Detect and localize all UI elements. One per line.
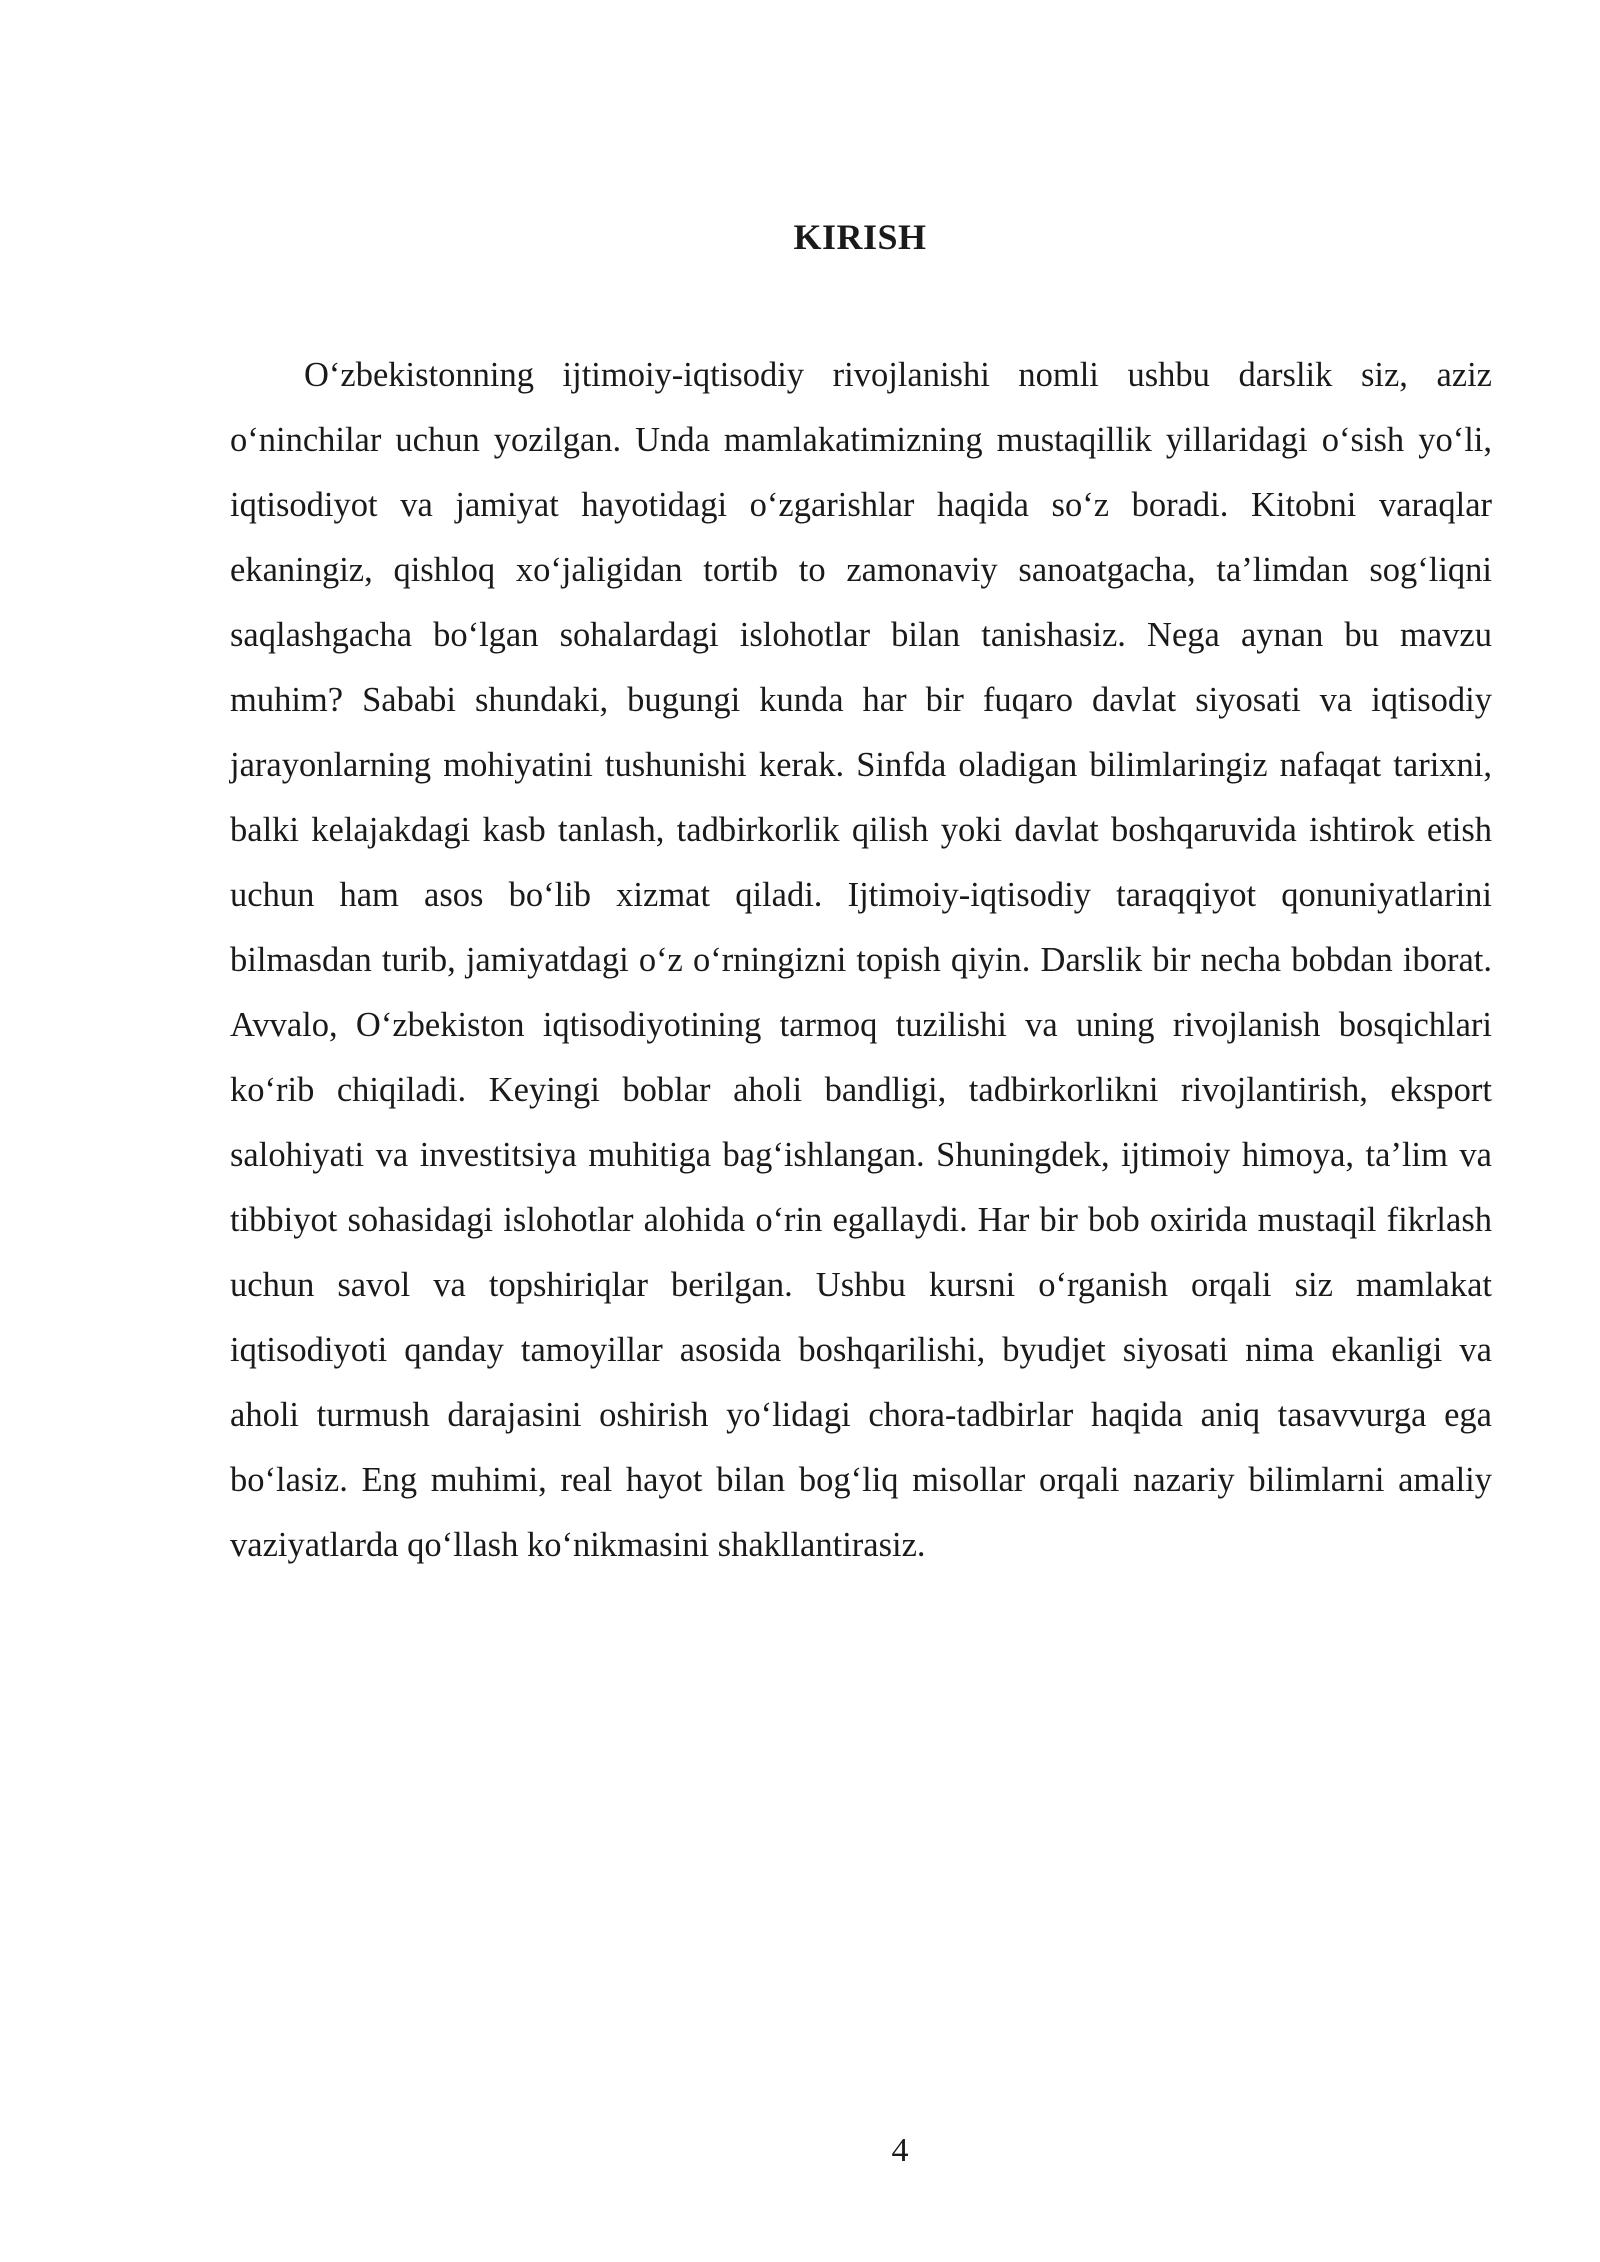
body-paragraph: O‘zbekistonning ijtimoiy-iqtisodiy rivojlanishi nomli ushbu darslik siz, aziz o‘ninchilar uchun yozilgan. Unda mamlakatimizning mustaqillik yillaridagi o‘sish yo‘li, iqtisodiyot va jamiyat hayotidagi o‘zgarishlar haqida so‘z boradi. Kitobni varaqlar ekaningiz, qishloq xo‘jaligidan tortib to zamonaviy sanoatgacha, ta’limdan sog‘liqni saqlashgacha bo‘lgan sohalardagi islohotlar bilan tanishasiz. Nega aynan bu mavzu muhim? Sababi shundaki, bugungi kunda har bir fuqaro davlat siyosati va iqtisodiy jarayonlarning mohiyatini tushunishi kerak. Sinfda oladigan bilimlaringiz nafaqat tarixni, balki kelajakdagi kasb tanlash, tadbirkorlik qilish yoki davlat boshqaruvida ishtirok etish uchun ham asos bo‘lib xizmat qiladi. Ijtimoiy-iqtisodiy taraqqiyot qonuniyatlarini bilmasdan turib, jamiyatdagi o‘z o‘rningizni topish qiyin. Darslik bir necha bobdan iborat. Avvalo, O‘zbekiston iqtisodiyotining tarmoq tuzilishi va uning rivojlanish bosqichlari ko‘rib chiqiladi. Keyingi boblar aholi bandligi, tadbirkorlikni rivojlantirish, eksport salohiyati va investitsiya muhitiga bag‘ishlangan. Shuningdek, ijtimoiy himoya, ta’lim va tibbiyot sohasidagi islohotlar alohida o‘rin egallaydi. Har bir bob oxirida mustaqil fikrlash uchun savol va topshiriqlar berilgan. Ushbu kursni o‘rganish orqali siz mamlakat iqtisodiyoti qanday tamoyillar asosida boshqarilishi, byudjet siyosati nima ekanligi va aholi turmush darajasini oshirish yo‘lidagi chora-tadbirlar haqida aniq tasavvurga ega bo‘lasiz. Eng muhimi, real hayot bilan bog‘liq misollar orqali nazariy bilimlarni amaliy vaziyatlarda qo‘llash ko‘nikmasini shakllantirasiz. (230, 356, 1492, 1564)
page-title: KIRISH (793, 217, 927, 257)
page-number: 4 (891, 2132, 909, 2169)
